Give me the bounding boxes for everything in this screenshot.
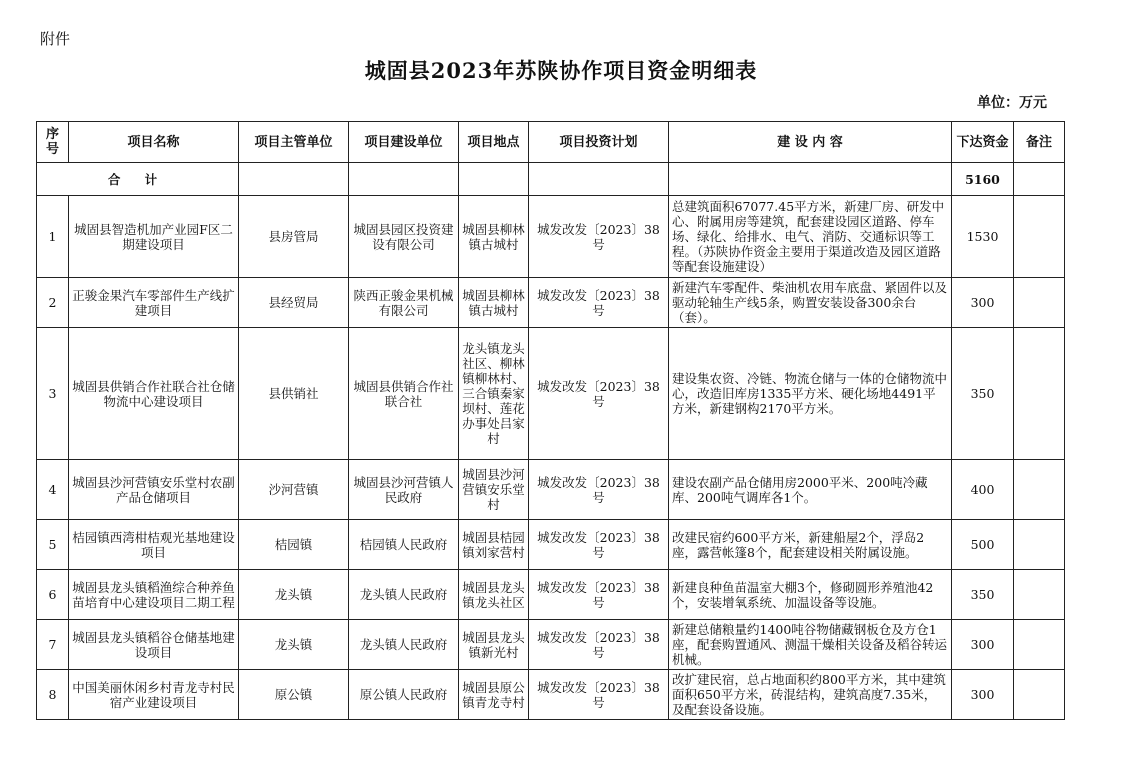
investment-plan: 城发改发〔2023〕38号 bbox=[529, 196, 669, 278]
construction-content: 改扩建民宿，总占地面积约800平方米，其中建筑面积650平方米，砖混结构，建筑高度7.35米，及配套设备设施。 bbox=[669, 670, 952, 720]
remark bbox=[1014, 570, 1065, 620]
table-row bbox=[37, 570, 1065, 620]
col-header-dept: 项目主管单位 bbox=[239, 122, 349, 163]
project-name: 城固县供销合作社联合社仓储物流中心建设项目 bbox=[69, 328, 239, 460]
table-cell bbox=[1014, 163, 1065, 196]
table-cell bbox=[669, 163, 952, 196]
project-location: 龙头镇龙头社区、柳林镇柳林村、三合镇秦家坝村、莲花办事处吕家村 bbox=[459, 328, 529, 460]
construction-content: 新建汽车零配件、柴油机农用车底盘、紧固件以及驱动轮轴生产线5条，购置安装设备300余台（套）。 bbox=[669, 278, 952, 328]
table-row bbox=[37, 670, 1065, 720]
col-header-name: 项目名称 bbox=[69, 122, 239, 163]
row-number: 3 bbox=[37, 328, 69, 460]
project-location: 城固县柳林镇古城村 bbox=[459, 196, 529, 278]
managing-dept: 原公镇 bbox=[239, 670, 349, 720]
construction-content: 新建总储粮量约1400吨谷物储藏钢板仓及方仓1座，配套购置通风、测温干燥相关设备及稻谷转运机械。 bbox=[669, 620, 952, 670]
col-header-note: 备注 bbox=[1014, 122, 1065, 163]
col-header-builder: 项目建设单位 bbox=[349, 122, 459, 163]
table-row bbox=[37, 620, 1065, 670]
remark bbox=[1014, 460, 1065, 520]
project-location: 城固县沙河营镇安乐堂村 bbox=[459, 460, 529, 520]
row-number: 1 bbox=[37, 196, 69, 278]
col-header-content: 建 设 内 容 bbox=[669, 122, 952, 163]
construction-unit: 城固县园区投资建设有限公司 bbox=[349, 196, 459, 278]
unit-label: 单位：万元 bbox=[977, 95, 1047, 111]
project-name: 城固县龙头镇稻渔综合种养鱼苗培育中心建设项目二期工程 bbox=[69, 570, 239, 620]
col-header-plan: 项目投资计划 bbox=[529, 122, 669, 163]
allocated-fund: 300 bbox=[952, 620, 1014, 670]
managing-dept: 桔园镇 bbox=[239, 520, 349, 570]
remark bbox=[1014, 670, 1065, 720]
remark bbox=[1014, 520, 1065, 570]
remark bbox=[1014, 278, 1065, 328]
construction-content: 总建筑面积67077.45平方米，新建厂房、研发中心、附属用房等建筑，配套建设园区道路、停车场、绿化、给排水、电气、消防、交通标识等工程。（苏陕协作资金主要用于渠道改造及园区道路等配套设施建设） bbox=[669, 196, 952, 278]
allocated-fund: 1530 bbox=[952, 196, 1014, 278]
row-number: 6 bbox=[37, 570, 69, 620]
total-label: 合 计 bbox=[37, 163, 239, 196]
project-name: 正骏金果汽车零部件生产线扩建项目 bbox=[69, 278, 239, 328]
attachment-label: 附件 bbox=[40, 30, 71, 48]
table-row bbox=[37, 196, 1065, 278]
project-location: 城固县柳林镇古城村 bbox=[459, 278, 529, 328]
project-location: 城固县龙头镇龙头社区 bbox=[459, 570, 529, 620]
investment-plan: 城发改发〔2023〕38号 bbox=[529, 328, 669, 460]
construction-content: 建设农副产品仓储用房2000平米、200吨冷藏库、200吨气调库各1个。 bbox=[669, 460, 952, 520]
investment-plan: 城发改发〔2023〕38号 bbox=[529, 620, 669, 670]
table-row bbox=[37, 460, 1065, 520]
project-name: 城固县沙河营镇安乐堂村农副产品仓储项目 bbox=[69, 460, 239, 520]
table-cell bbox=[529, 163, 669, 196]
col-header-fund: 下达资金 bbox=[952, 122, 1014, 163]
remark bbox=[1014, 328, 1065, 460]
project-location: 城固县原公镇青龙寺村 bbox=[459, 670, 529, 720]
managing-dept: 县经贸局 bbox=[239, 278, 349, 328]
table-cell bbox=[459, 163, 529, 196]
allocated-fund: 350 bbox=[952, 570, 1014, 620]
row-number: 2 bbox=[37, 278, 69, 328]
investment-plan: 城发改发〔2023〕38号 bbox=[529, 278, 669, 328]
managing-dept: 沙河营镇 bbox=[239, 460, 349, 520]
construction-content: 建设集农资、冷链、物流仓储与一体的仓储物流中心，改造旧库房1335平方米、硬化场地4491平方米，新建钢构2170平方米。 bbox=[669, 328, 952, 460]
project-name: 桔园镇西湾柑桔观光基地建设项目 bbox=[69, 520, 239, 570]
allocated-fund: 500 bbox=[952, 520, 1014, 570]
row-number: 4 bbox=[37, 460, 69, 520]
project-name: 中国美丽休闲乡村青龙寺村民宿产业建设项目 bbox=[69, 670, 239, 720]
table-row bbox=[37, 328, 1065, 460]
managing-dept: 龙头镇 bbox=[239, 620, 349, 670]
investment-plan: 城发改发〔2023〕38号 bbox=[529, 520, 669, 570]
row-number: 7 bbox=[37, 620, 69, 670]
project-location: 城固县龙头镇新光村 bbox=[459, 620, 529, 670]
construction-unit: 桔园镇人民政府 bbox=[349, 520, 459, 570]
investment-plan: 城发改发〔2023〕38号 bbox=[529, 460, 669, 520]
investment-plan: 城发改发〔2023〕38号 bbox=[529, 670, 669, 720]
construction-unit: 龙头镇人民政府 bbox=[349, 620, 459, 670]
construction-unit: 城固县供销合作社联合社 bbox=[349, 328, 459, 460]
remark bbox=[1014, 620, 1065, 670]
construction-content: 改建民宿约600平方米，新建船屋2个，浮岛2座，露营帐篷8个，配套建设相关附属设施。 bbox=[669, 520, 952, 570]
construction-unit: 龙头镇人民政府 bbox=[349, 570, 459, 620]
project-name: 城固县龙头镇稻谷仓储基地建设项目 bbox=[69, 620, 239, 670]
table-cell bbox=[349, 163, 459, 196]
project-name: 城固县智造机加产业园F区二期建设项目 bbox=[69, 196, 239, 278]
investment-plan: 城发改发〔2023〕38号 bbox=[529, 570, 669, 620]
col-header-no: 序号 bbox=[37, 122, 69, 163]
allocated-fund: 350 bbox=[952, 328, 1014, 460]
table-cell bbox=[239, 163, 349, 196]
managing-dept: 龙头镇 bbox=[239, 570, 349, 620]
total-row bbox=[37, 163, 1065, 196]
table-row bbox=[37, 278, 1065, 328]
allocated-fund: 300 bbox=[952, 670, 1014, 720]
construction-unit: 原公镇人民政府 bbox=[349, 670, 459, 720]
fund-detail-table bbox=[36, 121, 1065, 720]
row-number: 5 bbox=[37, 520, 69, 570]
col-header-location: 项目地点 bbox=[459, 122, 529, 163]
project-location: 城固县桔园镇刘家营村 bbox=[459, 520, 529, 570]
allocated-fund: 300 bbox=[952, 278, 1014, 328]
remark bbox=[1014, 196, 1065, 278]
construction-content: 新建良种鱼苗温室大棚3个，修砌圆形养殖池42个，安装增氧系统、加温设备等设施。 bbox=[669, 570, 952, 620]
header-row bbox=[37, 122, 1065, 163]
allocated-fund: 400 bbox=[952, 460, 1014, 520]
total-amount: 5160 bbox=[952, 163, 1014, 196]
construction-unit: 城固县沙河营镇人民政府 bbox=[349, 460, 459, 520]
managing-dept: 县供销社 bbox=[239, 328, 349, 460]
construction-unit: 陕西正骏金果机械有限公司 bbox=[349, 278, 459, 328]
page-title: 城固县2023年苏陕协作项目资金明细表 bbox=[364, 58, 758, 83]
managing-dept: 县房管局 bbox=[239, 196, 349, 278]
row-number: 8 bbox=[37, 670, 69, 720]
table-row bbox=[37, 520, 1065, 570]
